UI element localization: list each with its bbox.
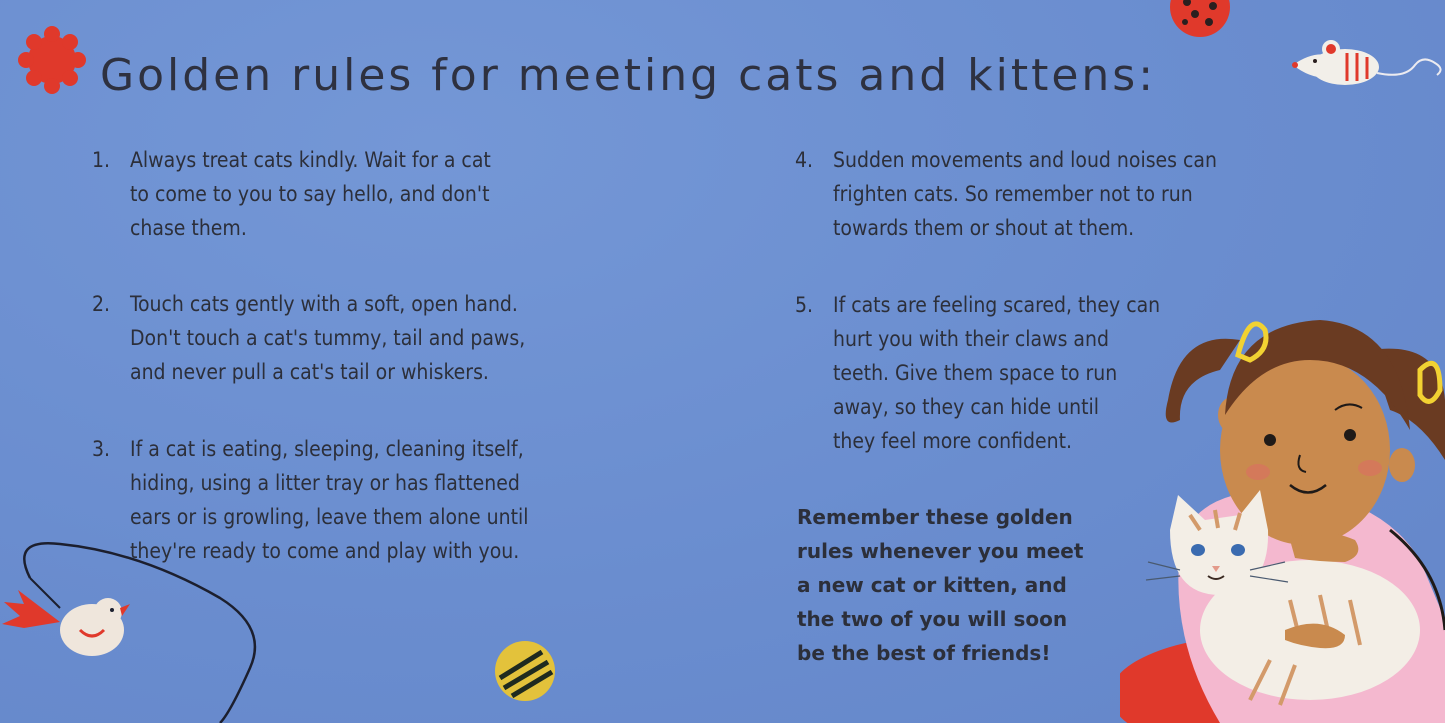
closing-message: Remember these golden rules whenever you meet a new cat or kitten, and the two of you will soon be the best of friends! [797,505,1084,665]
pompom-icon [12,20,92,100]
rule-1 [92,143,592,253]
rule-number: 4. [795,148,814,172]
rule-text: If cats are feeling scared, they can hurt you with their claws and teeth. Give them space to run away, so they can hide until they feel more confident. [833,293,1161,453]
rule-2 [92,287,592,397]
toy-mouse-icon [1285,35,1445,95]
ball-icon [1165,0,1235,42]
rule-4 [795,143,1275,253]
rule-text: If a cat is eating, sleeping, cleaning itself, hiding, using a litter tray or has flattened ears or is growling, leave them alone until they're ready to come and play with you. [130,437,529,563]
rule-number: 2. [92,292,111,316]
rule-text: Sudden movements and loud noises can frighten cats. So remember not to run towards them or shout at them. [833,148,1217,240]
rule-text: Always treat cats kindly. Wait for a cat to come to you to say hello, and don't chase them. [130,148,491,240]
striped-ball-icon [490,636,560,706]
page-title: Golden rules for meeting cats and kittens: [100,50,1157,101]
rule-5 [795,288,1215,463]
rule-text: Touch cats gently with a soft, open hand. Don't touch a cat's tummy, tail and paws, and never pull a cat's tail or whiskers. [130,292,526,384]
rule-number: 5. [795,293,814,317]
rule-number: 3. [92,437,111,461]
rule-3 [92,432,612,572]
rule-number: 1. [92,148,111,172]
